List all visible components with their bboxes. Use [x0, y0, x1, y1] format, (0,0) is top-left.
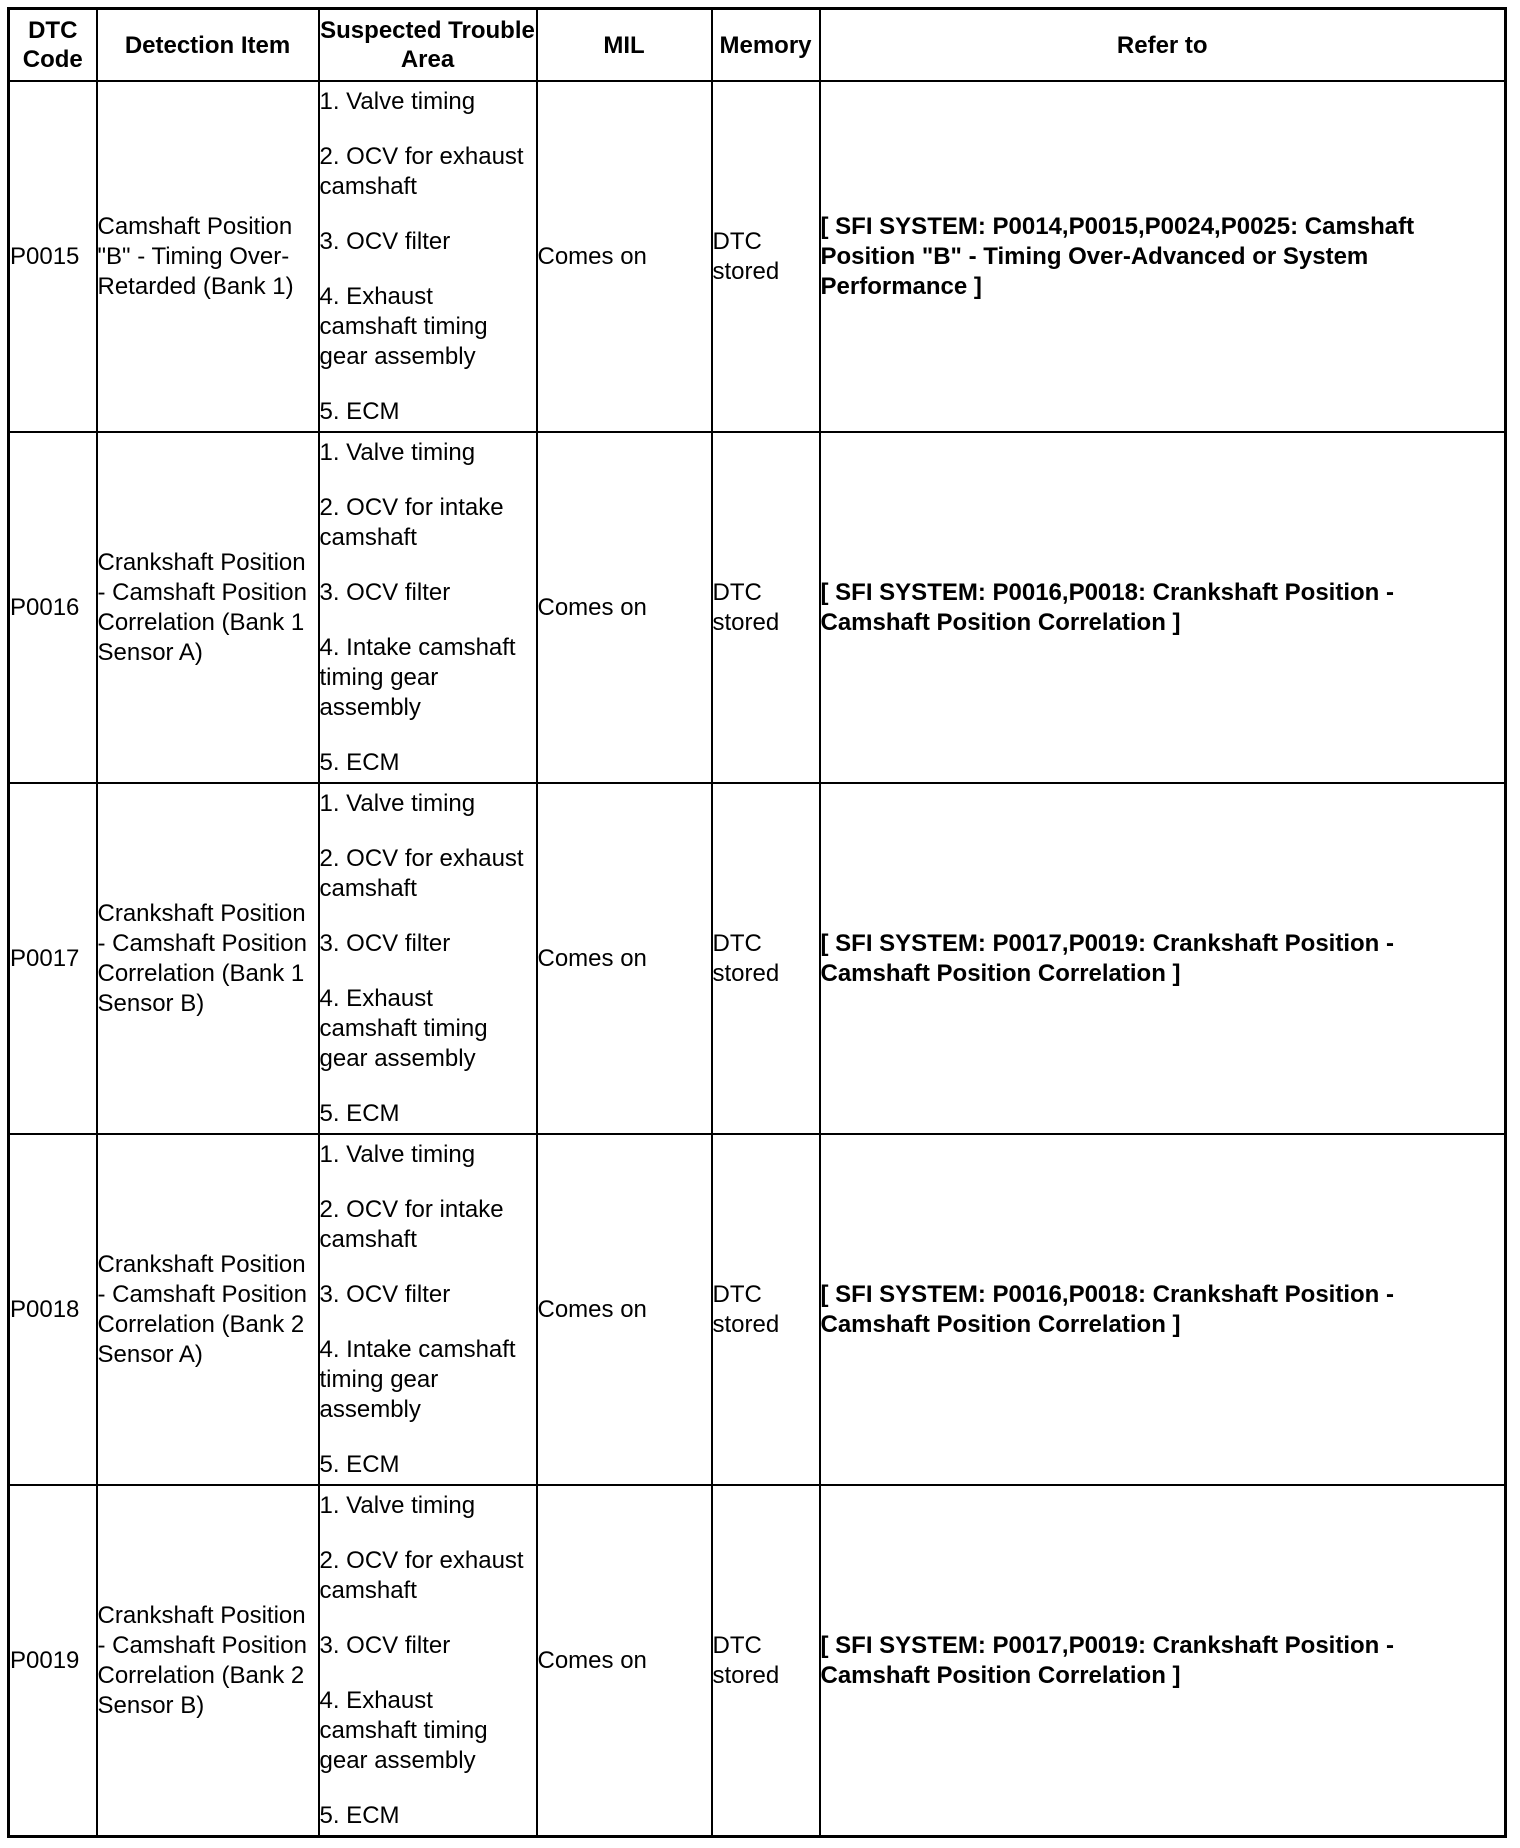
table-row: [9, 1485, 1506, 1837]
header-row: [9, 9, 1506, 82]
mil-cell: Comes on: [537, 432, 712, 783]
trouble-area-cell: [319, 783, 537, 1134]
trouble-area-entry: 4. Exhaust camshaft timing gear assembly: [319, 282, 488, 370]
dtc-code-cell: P0018: [9, 1134, 97, 1485]
trouble-area-entry: 3. OCV filter: [319, 1631, 451, 1659]
trouble-area-entry: 4. Intake camshaft timing gear assembly: [319, 633, 516, 721]
trouble-area-entry: 1. Valve timing: [319, 87, 476, 115]
detection-item-cell: Crankshaft Position - Camshaft Position Correlation (Bank 1 Sensor B): [97, 783, 319, 1134]
trouble-area-entry: 4. Exhaust camshaft timing gear assembly: [319, 984, 488, 1072]
trouble-area-entry: 1. Valve timing: [319, 1491, 476, 1519]
trouble-area-entry: 4. Exhaust camshaft timing gear assembly: [319, 1686, 488, 1774]
trouble-area-cell: [319, 81, 537, 432]
header-refer-to: Refer to: [820, 9, 1506, 82]
trouble-area-list: [320, 87, 536, 427]
trouble-area-entry: 2. OCV for exhaust camshaft: [319, 1546, 524, 1604]
detection-item-cell: Crankshaft Position - Camshaft Position Correlation (Bank 1 Sensor A): [97, 432, 319, 783]
trouble-area-entry: 2. OCV for intake camshaft: [319, 493, 504, 551]
refer-to-cell: [ SFI SYSTEM: P0017,P0019: Crankshaft Position - Camshaft Position Correlation ]: [820, 783, 1506, 1134]
trouble-area-entry: 1. Valve timing: [319, 438, 476, 466]
detection-item-cell: Crankshaft Position - Camshaft Position Correlation (Bank 2 Sensor B): [97, 1485, 319, 1837]
detection-item-cell: Camshaft Position "B" - Timing Over-Retarded (Bank 1): [97, 81, 319, 432]
dtc-code-cell: P0016: [9, 432, 97, 783]
dtc-code-cell: P0019: [9, 1485, 97, 1837]
dtc-code-cell: P0017: [9, 783, 97, 1134]
mil-cell: Comes on: [537, 1485, 712, 1837]
trouble-area-entry: 2. OCV for intake camshaft: [319, 1195, 504, 1253]
mil-cell: Comes on: [537, 783, 712, 1134]
trouble-area-list: [320, 1140, 536, 1480]
header-memory: Memory: [712, 9, 820, 82]
table-row: [9, 432, 1506, 783]
trouble-area-entry: 3. OCV filter: [319, 1280, 451, 1308]
trouble-area-entry: 5. ECM: [319, 748, 400, 776]
trouble-area-entry: 3. OCV filter: [319, 578, 451, 606]
dtc-table: [7, 7, 1507, 1838]
header-suspected-trouble-area: Suspected Trouble Area: [319, 9, 537, 82]
dtc-table-body: [9, 81, 1506, 1837]
header-detection-item: Detection Item: [97, 9, 319, 82]
trouble-area-entry: 2. OCV for exhaust camshaft: [319, 142, 524, 200]
trouble-area-entry: 3. OCV filter: [319, 227, 451, 255]
header-dtc-code: DTC Code: [9, 9, 97, 82]
refer-to-cell: [ SFI SYSTEM: P0016,P0018: Crankshaft Position - Camshaft Position Correlation ]: [820, 1134, 1506, 1485]
memory-cell: DTC stored: [712, 1485, 820, 1837]
memory-cell: DTC stored: [712, 1134, 820, 1485]
refer-to-cell: [ SFI SYSTEM: P0017,P0019: Crankshaft Position - Camshaft Position Correlation ]: [820, 1485, 1506, 1837]
trouble-area-list: [320, 789, 536, 1129]
header-mil: MIL: [537, 9, 712, 82]
trouble-area-entry: 2. OCV for exhaust camshaft: [319, 844, 524, 902]
trouble-area-cell: [319, 432, 537, 783]
detection-item-cell: Crankshaft Position - Camshaft Position Correlation (Bank 2 Sensor A): [97, 1134, 319, 1485]
table-row: [9, 1134, 1506, 1485]
trouble-area-entry: 4. Intake camshaft timing gear assembly: [319, 1335, 516, 1423]
mil-cell: Comes on: [537, 1134, 712, 1485]
refer-to-cell: [ SFI SYSTEM: P0016,P0018: Crankshaft Position - Camshaft Position Correlation ]: [820, 432, 1506, 783]
table-row: [9, 783, 1506, 1134]
trouble-area-list: [320, 438, 536, 778]
trouble-area-cell: [319, 1134, 537, 1485]
trouble-area-entry: 5. ECM: [319, 397, 400, 425]
trouble-area-entry: 1. Valve timing: [319, 789, 476, 817]
memory-cell: DTC stored: [712, 432, 820, 783]
trouble-area-entry: 3. OCV filter: [319, 929, 451, 957]
refer-to-cell: [ SFI SYSTEM: P0014,P0015,P0024,P0025: Camshaft Position "B" - Timing Over-Advanced or System Performance ]: [820, 81, 1506, 432]
trouble-area-list: [320, 1491, 536, 1831]
memory-cell: DTC stored: [712, 783, 820, 1134]
trouble-area-entry: 5. ECM: [319, 1450, 400, 1478]
memory-cell: DTC stored: [712, 81, 820, 432]
table-row: [9, 81, 1506, 432]
dtc-code-cell: P0015: [9, 81, 97, 432]
trouble-area-cell: [319, 1485, 537, 1837]
trouble-area-entry: 5. ECM: [319, 1099, 400, 1127]
mil-cell: Comes on: [537, 81, 712, 432]
trouble-area-entry: 1. Valve timing: [319, 1140, 476, 1168]
trouble-area-entry: 5. ECM: [319, 1801, 400, 1829]
